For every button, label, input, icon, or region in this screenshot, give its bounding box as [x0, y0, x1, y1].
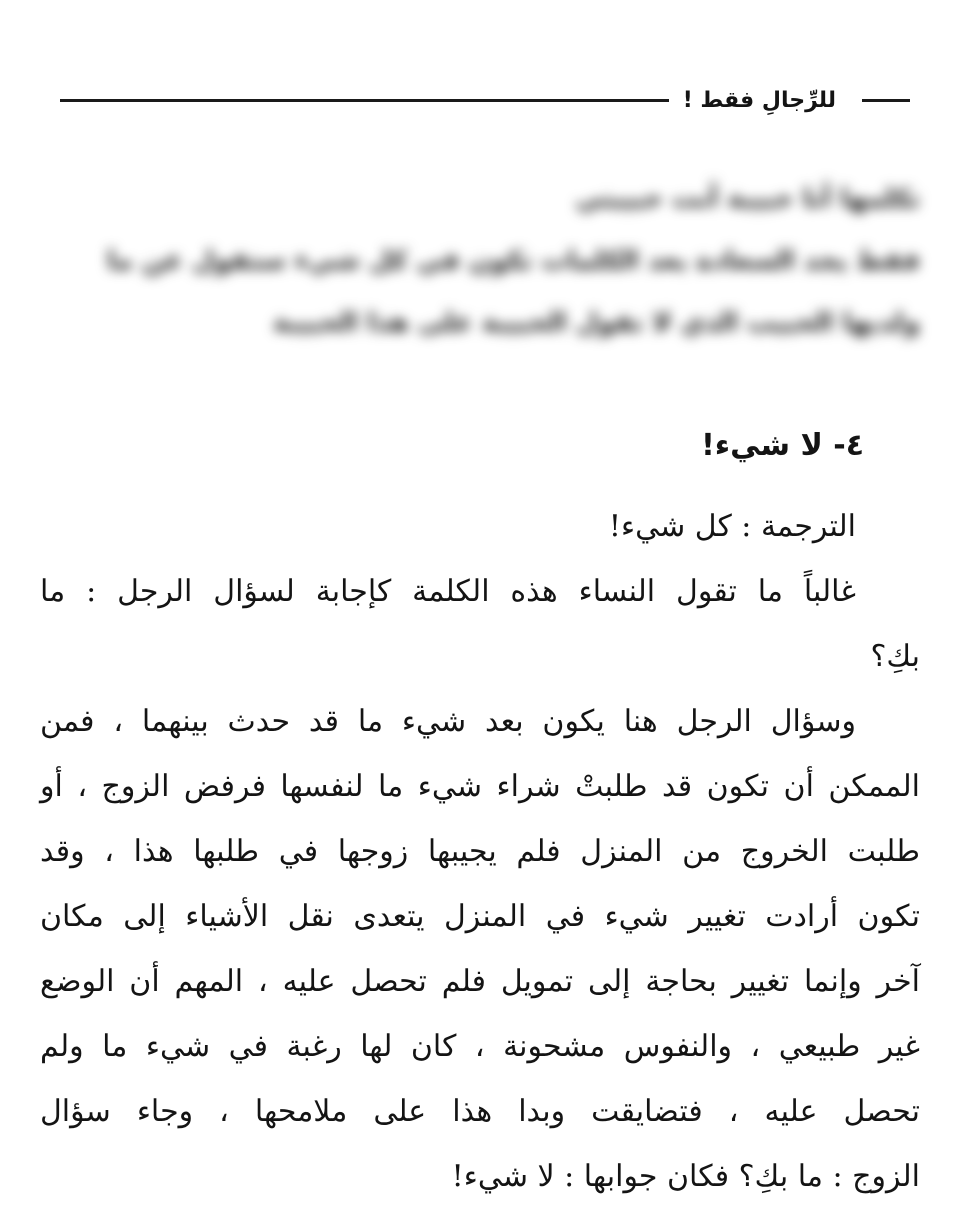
- text-line: غالباً ما تقول النساء هذه الكلمة كإجابة لسؤال الرجل : ما: [40, 574, 856, 609]
- text-line: تحصل عليه ، فتضايقت وبدا هذا على ملامحها ، وجاء سؤال: [40, 1094, 920, 1129]
- text-line: الترجمة : كل شيء!: [608, 509, 856, 544]
- header-title: للرِّجالِ فقط !: [682, 87, 836, 113]
- text-line: الزوج : ما بكِ؟ فكان جوابها : لا شيء!: [451, 1159, 920, 1194]
- blurred-text-block: [40, 168, 920, 368]
- blurred-line: فقط يجد السعادة بعد الكلمات تكون في كل شيء ستقول عن ما: [106, 246, 920, 276]
- paragraph: [40, 559, 920, 689]
- header-rule-left: [60, 99, 669, 102]
- text-line: وسؤال الرجل هنا يكون بعد شيء ما قد حدث بينهما ، فمن: [40, 704, 856, 739]
- paragraph: [40, 689, 920, 1209]
- header-rule-right: [862, 99, 910, 102]
- text-line: الممكن أن تكون قد طلبتْ شراء شيء ما لنفسها فرفض الزوج ، أو: [40, 769, 920, 804]
- blurred-line: تكلمها أنا حبيبة أنت حبيبتي: [575, 184, 920, 214]
- translation-line: [40, 494, 920, 559]
- text-line: آخر وإنما تغيير بحاجة إلى تمويل فلم تحصل عليه ، المهم أن الوضع: [40, 964, 920, 999]
- section-heading: ٤- لا شيء!: [701, 428, 864, 463]
- text-line: بكِ؟: [870, 639, 920, 674]
- blurred-line: ولديها الحبيب الذي لا تقول الحبيبة على هذا الحبيبة: [272, 308, 920, 338]
- text-line: غير طبيعي ، والنفوس مشحونة ، كان لها رغبة في شيء ما ولم: [40, 1029, 920, 1064]
- body-text: [40, 494, 920, 1209]
- text-line: تكون أرادت تغيير شيء في المنزل يتعدى نقل الأشياء إلى مكان: [40, 899, 920, 934]
- text-line: طلبت الخروج من المنزل فلم يجيبها زوجها في طلبها هذا ، وقد: [40, 834, 920, 869]
- running-header: [60, 80, 910, 120]
